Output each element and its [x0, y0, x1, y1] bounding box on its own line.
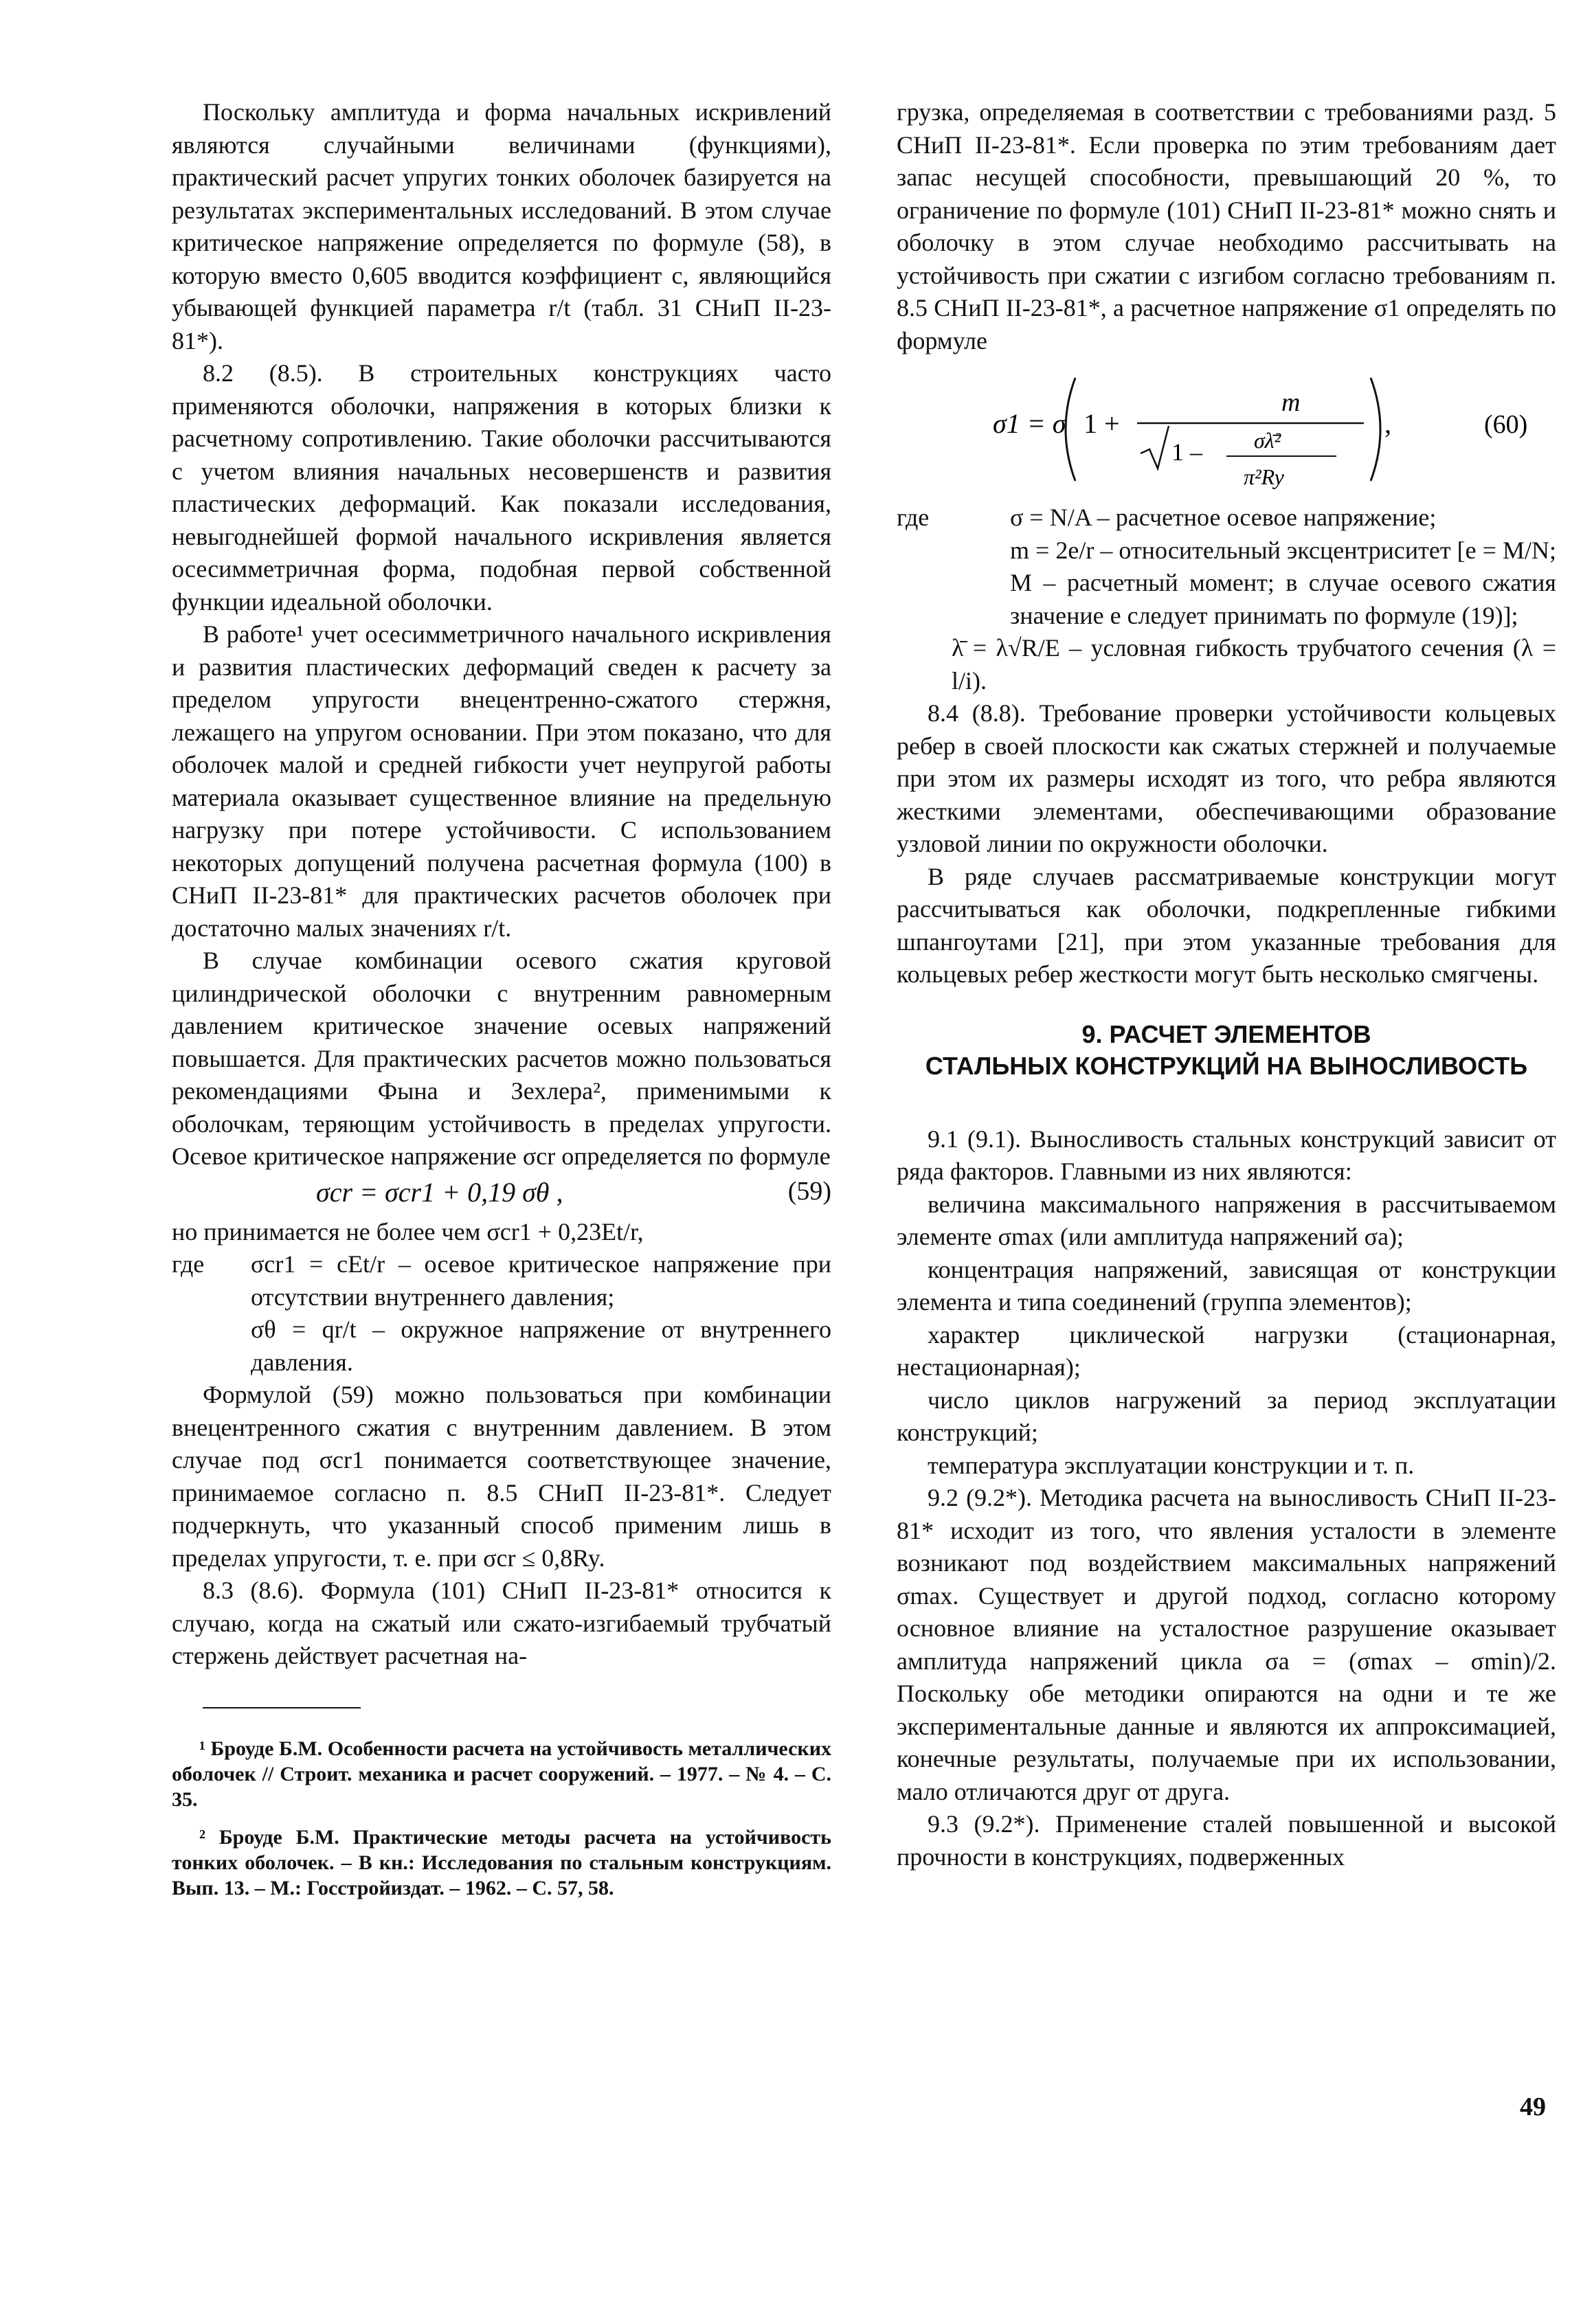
- heading-line: 9. РАСЧЕТ ЭЛЕМЕНТОВ: [1081, 1019, 1371, 1048]
- paragraph: Формулой (59) можно пользоваться при комбинации внецентренного сжатия с внутренним давлением. В этом случае под σcr1 понимается соответствующее значение, принимаемое согласно п. 8.5 СНиП II-23-81*. Следует подчеркнуть, что указанный способ применим лишь в пределах упругости, т. е. при σcr ≤ 0,8Ry.: [172, 1381, 831, 1572]
- paragraph: Поскольку амплитуда и форма начальных искривлений являются случайными величинами (функциями), практический расчет упругих тонких оболочек базируется на результатах экспериментальных исследований. В этом случае критическое напряжение определяется по формуле (58), в которую вместо 0,605 вводится коэффициент c, являющийся убывающей функцией параметра r/t (табл. 31 СНиП II-23-81*).: [172, 98, 831, 354]
- paragraph: 9.2 (9.2*). Методика расчета на выносливость СНиП II-23-81* исходит из того, что явления усталости в элементе возникают под воздействием максимальных напряжений σmax. Существует и другой подход, согласно которому основное влияние на усталостное разрушение оказывает амплитуда напряжений цикла σa = (σmax – σmin)/2. Поскольку обе методики опираются на одни и те же экспериментальные данные и являются их аппроксимацией, конечные результаты, получаемые при их использовании, мало отличаются друг от друга.: [897, 1484, 1556, 1805]
- where-block: [897, 501, 1556, 697]
- sqrt-sign: [1141, 426, 1169, 469]
- footnote: ² Броуде Б.М. Практические методы расчета на устойчивость тонких оболочек. – В кн.: Исследования по стальным конструкциям. Вып. 13. – М.: Госстройиздат. – 1962. – С. 57, 58.: [172, 1825, 831, 1899]
- formula-number: (60): [1484, 410, 1528, 439]
- list-item: величина максимального напряжения в рассчитываемом элементе σmax (или амплитуда напряжений σa);: [897, 1190, 1556, 1250]
- where-label: где: [172, 1250, 205, 1278]
- paragraph: В случае комбинации осевого сжатия круговой цилиндрической оболочки с внутренним равномерным давлением критическое значение осевых напряжений повышается. Для практических расчетов можно пользоваться рекомендациями Фына и Зехлера², применимыми к оболочкам, теряющим устойчивость в пределах упругости. Осевое критическое напряжение σcr определяется по формуле: [172, 947, 831, 1170]
- formula-inner-denominator: π²Ry: [1244, 464, 1284, 489]
- definition: σcr1 = cEt/r – осевое критическое напряжение при отсутствии внутреннего давления;: [251, 1250, 831, 1311]
- formula-term: 1 +: [1084, 408, 1120, 439]
- formula-lhs: σ1 = σ: [993, 408, 1066, 439]
- where-label: где: [897, 504, 930, 531]
- list-item: температура эксплуатации конструкции и т. п.: [928, 1451, 1415, 1479]
- formula-60-drawing: [897, 357, 1556, 501]
- paragraph: В работе¹ учет осесимметричного начального искривления и развития пластических деформаций сведен к расчету за пределом упругости внецентренно-сжатого стержня, лежащего на упругом основании. При этом показано, что для оболочек малой и средней гибкости учет неупругой работы материала оказывает существенное влияние на предельную нагрузку при потере устойчивости. С использованием некоторых допущений получена расчетная формула (100) в СНиП II-23-81* для практических расчетов оболочек при достаточно малых значениях r/t.: [172, 620, 831, 942]
- where-block: [172, 1248, 831, 1379]
- list-item: концентрация напряжений, зависящая от конструкции элемента и типа соединений (группа элементов);: [897, 1255, 1556, 1316]
- page-number: 49: [1520, 2092, 1546, 2121]
- formula-number: (59): [787, 1176, 831, 1206]
- definition: λ̄ = λ√R/E – условная гибкость трубчатого сечения (λ = l/i).: [952, 634, 1556, 695]
- left-column: [172, 96, 831, 1913]
- formula-term: 1 –: [1171, 438, 1202, 466]
- paragraph: 9.3 (9.2*). Применение сталей повышенной и высокой прочности в конструкциях, подверженных: [897, 1810, 1556, 1871]
- comma: ,: [1384, 408, 1391, 439]
- footnote-rule: [203, 1707, 361, 1708]
- paragraph: В ряде случаев рассматриваемые конструкции могут рассчитываться как оболочки, подкрепленные гибкими шпангоутами [21], при этом указанные требования для кольцевых ребер жесткости могут быть несколько смягчены.: [897, 862, 1556, 988]
- formula-expression: σcr = σcr1 + 0,19 σθ ,: [316, 1176, 563, 1208]
- definition: σ = N/A – расчетное осевое напряжение;: [1010, 504, 1437, 531]
- paragraph: 9.1 (9.1). Выносливость стальных конструкций зависит от ряда факторов. Главными из них являются:: [897, 1125, 1556, 1185]
- paragraph: 8.4 (8.8). Требование проверки устойчивости кольцевых ребер в своей плоскости как сжатых стержней и получаемые при этом их размеры исходят из того, что ребра являются жесткими элементами, обеспечивающими образование узловой линии по окружности оболочки.: [897, 699, 1556, 857]
- right-column: [897, 96, 1556, 1873]
- footnote: ¹ Броуде Б.М. Особенности расчета на устойчивость металлических оболочек // Строит. механика и расчет сооружений. – 1977. – № 4. – С. 35.: [172, 1737, 831, 1811]
- heading-line: СТАЛЬНЫХ КОНСТРУКЦИЙ НА ВЫНОСЛИВОСТЬ: [925, 1051, 1528, 1080]
- section-heading: [897, 1019, 1556, 1082]
- left-paren: [1066, 378, 1075, 481]
- formula-numerator: m: [1281, 388, 1301, 417]
- formula-60: [897, 357, 1556, 501]
- right-paren: [1371, 378, 1380, 481]
- paragraph: 8.3 (8.6). Формула (101) СНиП II-23-81* относится к случаю, когда на сжатый или сжато-изгибаемый трубчатый стержень действует расчетная на-: [172, 1577, 831, 1669]
- paragraph: но принимается не более чем σcr1 + 0,23Et/r,: [172, 1217, 644, 1245]
- list-item: число циклов нагружений за период эксплуатации конструкций;: [897, 1386, 1556, 1446]
- paragraph: грузка, определяемая в соответствии с требованиями разд. 5 СНиП II-23-81*. Если проверка по этим требованиям дает запас несущей способности, превышающий 20 %, то ограничение по формуле (101) СНиП II-23-81* можно снять и оболочку в этом случае необходимо рассчитывать на устойчивость при сжатии с изгибом согласно требованиям п. 8.5 СНиП II-23-81*, а расчетное напряжение σ1 определять по формуле: [897, 98, 1556, 354]
- formula-59: [172, 1173, 831, 1216]
- definition: σθ = qr/t – окружное напряжение от внутреннего давления.: [251, 1316, 831, 1376]
- definition: m = 2e/r – относительный эксцентриситет [e = M/N; M – расчетный момент; в случае осевого сжатия значение e следует принимать по формуле (19)];: [1010, 536, 1556, 629]
- list-item: характер циклической нагрузки (стационарная, нестационарная);: [897, 1320, 1556, 1381]
- formula-inner-numerator: σλ̄²: [1254, 428, 1281, 453]
- paragraph: 8.2 (8.5). В строительных конструкциях часто применяются оболочки, напряжения в которых близки к расчетному сопротивлению. Такие оболочки рассчитываются с учетом влияния начальных несовершенств и развития пластических деформаций. Как показали исследования, невыгоднейшей формой начального искривления является осесимметричная форма, подобная первой собственной функции идеальной оболочки.: [172, 359, 831, 616]
